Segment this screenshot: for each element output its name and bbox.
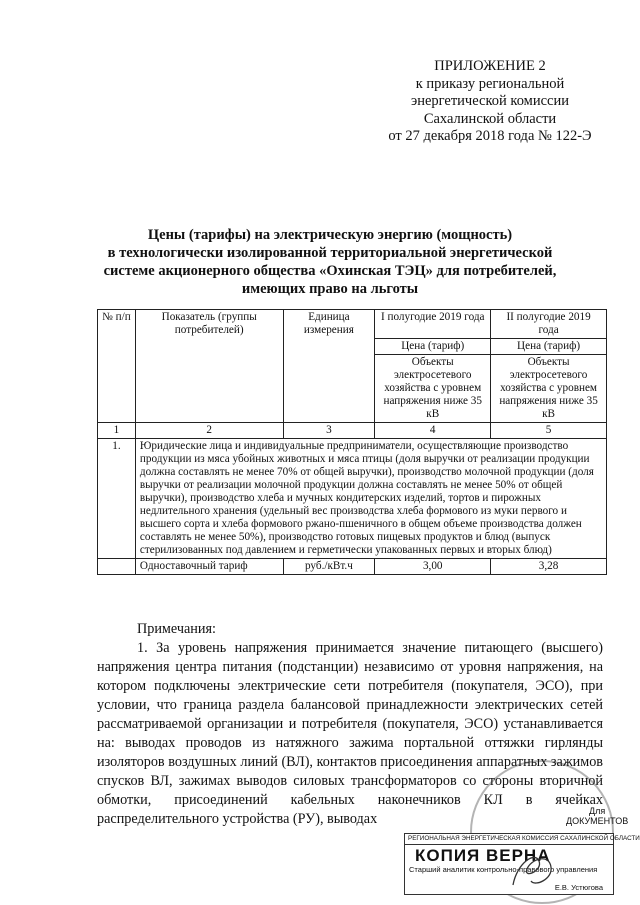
annex-title: ПРИЛОЖЕНИЕ 2 [434, 58, 546, 74]
notes-heading: Примечания: [137, 621, 216, 637]
stamp-organization: РЕГИОНАЛЬНАЯ ЭНЕРГЕТИЧЕСКАЯ КОМИССИЯ САХАЛИНСКОЙ ОБЛАСТИ [405, 834, 613, 845]
stamp-copy-verified: КОПИЯ ВЕРНА [415, 846, 551, 865]
table-header-row [98, 310, 607, 339]
stamp-position: Старший аналитик контрольно-правового управления [409, 865, 598, 874]
title-line-3: системе акционерного общества «Охинская ТЭЦ» для потребителей, [103, 263, 557, 279]
annex-date-line: от 27 декабря 2018 года № 122-Э [388, 128, 592, 144]
table-row [98, 439, 607, 559]
consumer-group-description: Юридические лица и индивидуальные предприниматели, осуществляющие производство продукции из мяса убойных животных и мяса птицы (доля выручки от реализации продукции должна составлять не менее 70% от общей выручки), производство молочной продукции (доля выручки от реализации молочной продукции должна составлять не менее 50% от общей выручки), производство хлеба и мучных кондитерских изделий, тортов и пирожных недлительного хранения (удельный вес производства хлеба формового из муки первого и высшего сорта и хлеба формового ржано-пшеничного в общем объеме производства должен составлять не менее 50%), производство готовых пищевых продуктов и блюд (выпуск стерилизованных под давлением и герметически упакованных первых и вторых блюд) [135, 439, 606, 559]
column-number: 1 [98, 423, 136, 439]
stamp-for-label: Для [589, 806, 606, 816]
header-price-2: Цена (тариф) [491, 339, 607, 355]
title-line-1: Цены (тарифы) на электрическую энергию (мощность) [147, 227, 513, 243]
header-half-2: II полугодие 2019 года [491, 310, 607, 339]
row-number: 1. [98, 439, 136, 559]
handwritten-signature [505, 843, 565, 895]
annex-region-line: Сахалинской области [423, 110, 557, 127]
header-half-1: I полугодие 2019 года [375, 310, 491, 339]
column-number: 5 [491, 423, 607, 439]
header-objects-1: Объекты электросетевого хозяйства с уровнем напряжения ниже 35 кВ [375, 355, 491, 423]
note-paragraph-1: 1. За уровень напряжения принимается значение питающего (высшего) напряжения центра питания (подстанции) независимо от уровня напряжения, на котором подключены электрические сети потребителя (покупателя, ЭСО), при условии, что граница раздела балансовой принадлежности электрических сетей рассматриваемой организации и потребителя (покупателя, ЭСО) устанавливается на: выводах проводов из натяжного зажима портальной оттяжки гирлянды изоляторов воздушных линий (ВЛ), контактов присоединения аппаратных зажимов спусков ВЛ, зажимах выводов силовых трансформаторов со стороны вторичной обмотки, присоединений кабельных наконечников КЛ в ячейках распределительного устройства (РУ), выводах [97, 640, 603, 827]
stamp-signatory-name: Е.В. Устюгова [554, 883, 603, 892]
tariff-unit: руб./кВт.ч [283, 559, 375, 575]
tariff-value-half-1: 3,00 [375, 559, 491, 575]
header-indicator: Показатель (группы потребителей) [135, 310, 283, 423]
column-number-row [98, 423, 607, 439]
annex-order-line: к приказу региональной [415, 75, 565, 92]
tariff-label: Одноставочный тариф [135, 559, 283, 575]
document-title [60, 226, 600, 298]
annex-header [380, 58, 600, 146]
header-price-1: Цена (тариф) [375, 339, 491, 355]
tariff-value-half-2: 3,28 [491, 559, 607, 575]
title-line-4: имеющих право на льготы [241, 281, 419, 297]
annex-commission-line: энергетической комиссии [410, 93, 570, 109]
column-number: 3 [283, 423, 375, 439]
table-row [98, 559, 607, 575]
empty-cell [98, 559, 136, 575]
title-line-2: в технологически изолированной территориальной энергетической [107, 245, 553, 261]
header-objects-2: Объекты электросетевого хозяйства с уровнем напряжения ниже 35 кВ [491, 355, 607, 423]
header-number: № п/п [98, 310, 136, 423]
stamp-documents-label: ДОКУМЕНТОВ [566, 816, 629, 826]
column-number: 4 [375, 423, 491, 439]
stamp-fragment [566, 806, 628, 826]
column-number: 2 [135, 423, 283, 439]
tariff-table [97, 309, 607, 575]
header-unit: Единица измерения [283, 310, 375, 423]
